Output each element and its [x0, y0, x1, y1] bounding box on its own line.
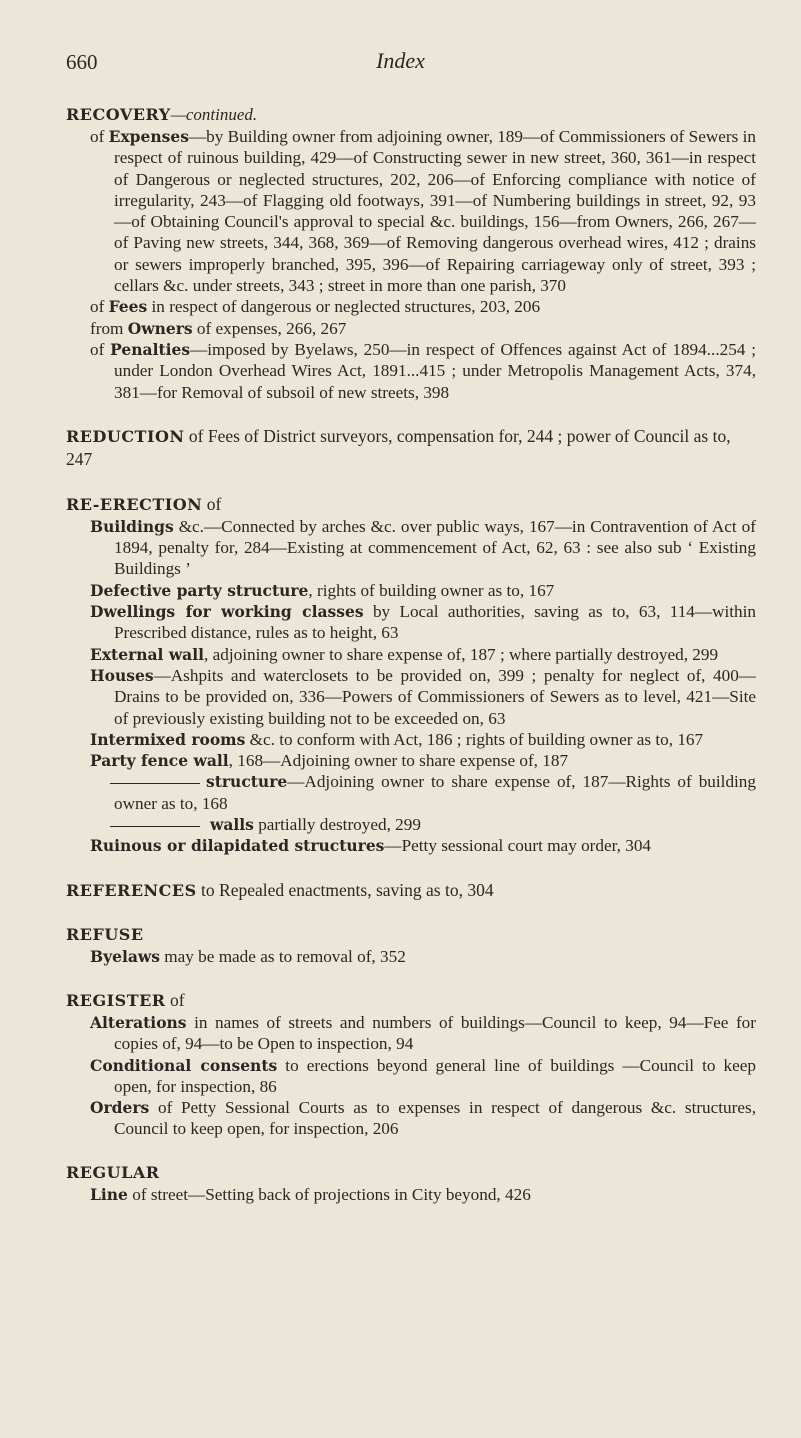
section-regular: [66, 1162, 756, 1205]
section-register: [66, 989, 756, 1140]
index-entry: Defective party structure, rights of building owner as to, 167: [90, 580, 555, 600]
section-heading: REGULAR: [66, 1162, 160, 1182]
index-entry: Buildings &c.—Connected by arches &c. over public ways, 167—in Contravention of Act of 1894, penalty for, 284—Existing at commencement of Act, 62, 63 : see also sub ‘ Existing Buildings ’: [90, 516, 756, 579]
index-content: [66, 104, 756, 1227]
index-entry: of Fees in respect of dangerous or neglected structures, 203, 206: [90, 297, 541, 317]
section-re-erection: [66, 493, 756, 857]
index-entry: Conditional consents to erections beyond general line of buildings —Council to keep open, for inspection, 86: [90, 1055, 756, 1096]
page-number: 660: [66, 50, 98, 74]
index-entry: Alterations in names of streets and numbers of buildings—Council to keep, 94—Fee for copies of, 94—to be Open to inspection, 94: [90, 1012, 756, 1054]
index-entry: Houses—Ashpits and waterclosets to be provided on, 399 ; penalty for neglect of, 400—Drains to be provided on, 336—Powers of Commissioners of Sewers as to level, 421—Site of previously existing building not to be exceeded on, 63: [90, 665, 756, 728]
section-heading: REFERENCES to Repealed enactments, saving as to, 304: [66, 879, 494, 900]
index-entry: Ruinous or dilapidated structures—Petty sessional court may order, 304: [90, 836, 652, 856]
index-entry: Dwellings for working classes by Local authorities, saving as to, 63, 114—within Prescribed distance, rules as to height, 63: [90, 602, 757, 643]
section-references: [66, 879, 756, 902]
running-title: Index: [376, 48, 425, 73]
section-refuse: [66, 924, 756, 967]
index-entry: Byelaws may be made as to removal of, 352: [90, 946, 406, 966]
index-entry: Intermixed rooms &c. to conform with Act, 186 ; rights of building owner as to, 167: [90, 729, 704, 749]
section-heading: RE-ERECTION of: [66, 493, 222, 514]
index-entry: walls partially destroyed, 299: [90, 814, 756, 835]
ditto-rule: [110, 826, 200, 827]
section-reduction: [66, 425, 756, 471]
index-entry: External wall, adjoining owner to share expense of, 187 ; where partially destroyed, 299: [90, 644, 719, 664]
ditto-rule: [110, 783, 200, 784]
index-entry: Line of street—Setting back of projections in City beyond, 426: [90, 1184, 531, 1204]
index-entry: of Penalties—imposed by Byelaws, 250—in respect of Offences against Act of 1894...254 ; under London Overhead Wires Act, 1891...415 ; under Metropolis Management Acts, 374, 381—for Removal of subsoil of new streets, 398: [90, 339, 756, 402]
index-entry: of Expenses—by Building owner from adjoining owner, 189—of Commissioners of Sewers in respect of ruinous building, 429—of Constructing sewer in new street, 360, 361—in respect of Dangerous or neglected structures, 202, 206—of Enforcing compliance with notice of irregularity, 243—of Flagging old footways, 391—of Numbering buildings in street, 92, 93—of Obtaining Council's approval to special &c. buildings, 156—from Owners, 266, 267—of Paving new streets, 344, 368, 369—of Removing dangerous overhead wires, 412 ; drains or sewers improperly branched, 395, 396—of Repairing carriageway only of street, 393 ; cellars &c. under streets, 343 ; street in more than one parish, 370: [90, 127, 756, 296]
index-entry: structure—Adjoining owner to share expense of, 187—Rights of building owner as to, 168: [90, 771, 756, 814]
section-heading: REFUSE: [66, 924, 144, 944]
index-entry: Orders of Petty Sessional Courts as to expenses in respect of dangerous &c. structures, Council to keep open, for inspection, 206: [90, 1098, 756, 1139]
section-recovery: [66, 104, 756, 403]
section-heading: REDUCTION of Fees of District surveyors, compensation for, 244 ; power of Council as to, 247: [66, 425, 731, 469]
section-heading: RECOVERY—continued.: [66, 105, 258, 124]
index-entry: from Owners of expenses, 266, 267: [90, 318, 347, 338]
index-entry: Party fence wall, 168—Adjoining owner to share expense of, 187: [90, 751, 569, 771]
section-heading: REGISTER of: [66, 989, 185, 1010]
